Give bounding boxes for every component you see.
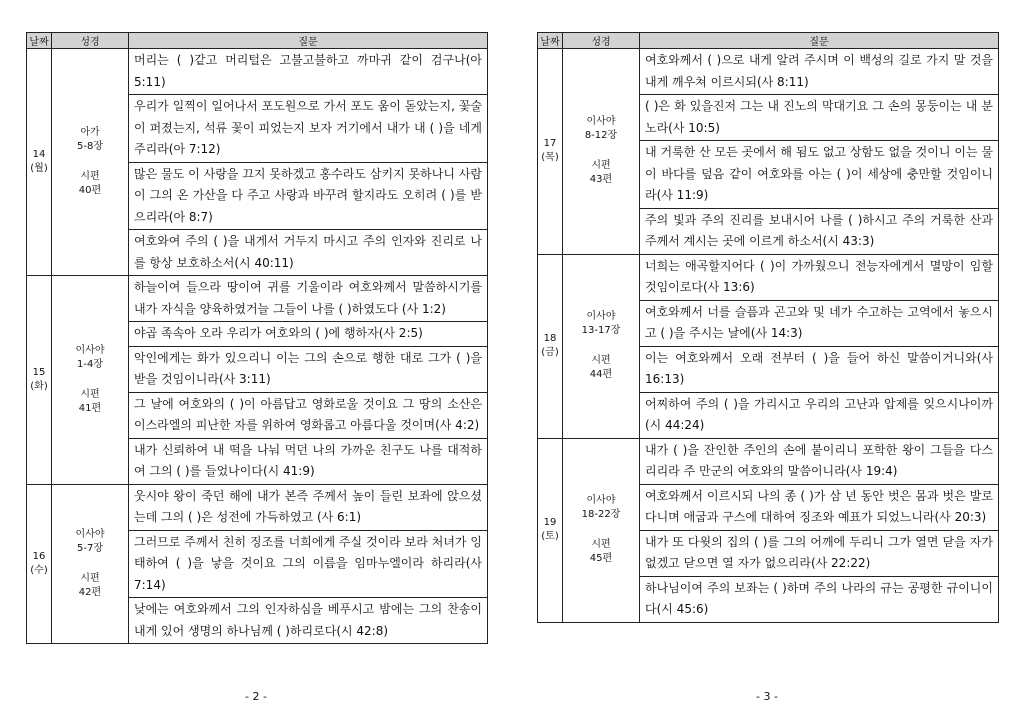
book-cell [563,49,640,255]
book-name: 이사야 [75,344,105,356]
question-cell: 내가 ( )을 잔인한 주인의 손에 붙이리니 포학한 왕이 그들을 다스리리라 주 만군의 여호와의 말씀이니라(사 19:4) [640,438,999,484]
table-row [538,254,999,300]
book-name: 이사야 [586,311,616,322]
question-cell: 여호와께서 너를 슬픔과 곤고와 및 네가 수고하는 고역에서 놓으시고 ( )을 주시는 날에(사 14:3) [640,300,999,346]
date-cell [27,484,52,644]
table-row [538,49,999,95]
question-cell: 웃시야 왕이 죽던 해에 내가 본즉 주께서 높이 들린 보좌에 앉으셨는데 그의 ( )은 성전에 가득하였고 (사 6:1) [129,484,488,530]
book-cell [52,484,129,644]
book-chapters: 13-17장 [581,325,621,336]
header-date: 날짜 [538,33,563,49]
table-row [27,276,488,322]
question-cell: 악인에게는 화가 있으리니 이는 그의 손으로 행한 대로 그가 ( )을 받을 것임이니라(사 3:11) [129,346,488,392]
header-question: 질문 [129,33,488,49]
day-of-week: (수) [30,564,48,576]
question-cell: 그 날에 여호와의 ( )이 아름답고 영화로울 것이요 그 땅의 소산은 이스라엘의 피난한 자를 위하여 영화롭고 아름다울 것이며(사 4:2) [129,392,488,438]
table-header-row [27,33,488,49]
header-question: 질문 [640,33,999,49]
table-row [27,484,488,530]
date-cell [538,254,563,438]
book-chapters: 1-4장 [77,358,103,370]
psalm-number: 43편 [589,174,613,186]
psalm-number: 40편 [78,185,102,196]
psalm-label: 시편 [80,171,100,182]
psalm-number: 41편 [78,402,102,414]
day-of-week: (월) [30,163,48,174]
date-number: 14 [32,149,46,160]
question-cell: 내 거룩한 산 모든 곳에서 해 됨도 없고 상함도 없을 것이니 이는 물이 바다를 덮음 같이 여호와를 아는 ( )이 세상에 충만할 것임이니라(사 11:9) [640,141,999,209]
question-cell: 그러므로 주께서 친히 징조를 너희에게 주실 것이라 보라 처녀가 잉태하여 ( )을 낳을 것이요 그의 이름을 임마누엘이라 하리라(사 7:14) [129,530,488,598]
date-cell [27,49,52,276]
date-number: 16 [32,550,46,562]
psalm-number: 44편 [589,369,613,380]
quiz-table [26,32,488,644]
book-cell [563,438,640,622]
header-date: 날짜 [27,33,52,49]
question-cell: 이는 여호와께서 오래 전부터 ( )을 들어 하신 말씀이거니와(사 16:13) [640,346,999,392]
question-cell: 내가 신뢰하여 내 떡을 나눠 먹던 나의 가까운 친구도 나를 대적하여 그의 ( )를 들었나이다(시 41:9) [129,438,488,484]
date-number: 17 [543,138,557,150]
book-name: 이사야 [75,528,105,540]
book-cell [563,254,640,438]
page-number: - 2 - [245,690,267,703]
book-cell [52,276,129,485]
page-left [26,32,488,644]
question-cell: 우리가 일찍이 일어나서 포도원으로 가서 포도 움이 돋았는지, 꽃술이 퍼졌는지, 석류 꽃이 피었는지 보자 거기에서 내가 내 ( )을 네게 주리라(아 7:12) [129,95,488,163]
day-of-week: (토) [541,531,559,542]
book-name: 아가 [80,127,100,138]
question-cell: 하늘이여 들으라 땅이여 귀를 기울이라 여호와께서 말씀하시기를 내가 자식을 양육하였거늘 그들이 나를 ( )하였도다 (사 1:2) [129,276,488,322]
date-number: 18 [543,333,557,344]
question-cell: 여호와여 주의 ( )을 내게서 거두지 마시고 주의 인자와 진리로 나를 항상 보호하소서(시 40:11) [129,230,488,276]
header-book: 성경 [52,33,129,49]
psalm-label: 시편 [80,572,100,584]
day-of-week: (목) [541,152,559,164]
psalm-number: 45편 [589,553,613,564]
date-number: 15 [32,366,46,378]
book-cell [52,49,129,276]
date-number: 19 [543,517,557,528]
day-of-week: (금) [541,347,559,358]
question-cell: 여호와께서 이르시되 나의 종 ( )가 삼 년 동안 벗은 몸과 벗은 발로 다니며 애굽과 구스에 대하여 징조와 예표가 되었느니라(사 20:3) [640,484,999,530]
question-cell: 야곱 족속아 오라 우리가 여호와의 ( )에 행하자(사 2:5) [129,322,488,347]
question-cell: 내가 또 다윗의 집의 ( )를 그의 어깨에 두리니 그가 열면 닫을 자가 없겠고 닫으면 열 자가 없으리라(사 22:22) [640,530,999,576]
header-book: 성경 [563,33,640,49]
day-of-week: (화) [30,380,48,392]
book-chapters: 18-22장 [581,509,621,520]
question-cell: 주의 빛과 주의 진리를 보내시어 나를 ( )하시고 주의 거룩한 산과 주께서 계시는 곳에 이르게 하소서(시 43:3) [640,208,999,254]
question-cell: 너희는 애곡할지어다 ( )이 가까웠으니 전능자에게서 멸망이 임할 것임이로다(사 13:6) [640,254,999,300]
date-cell [538,438,563,622]
question-cell: 많은 물도 이 사랑을 끄지 못하겠고 홍수라도 삼키지 못하나니 사람이 그의 온 가산을 다 주고 사랑과 바꾸려 할지라도 오히려 ( )를 받으리라(아 8:7) [129,162,488,230]
question-cell: 여호와께서 ( )으로 내게 알려 주시며 이 백성의 길로 가지 말 것을 내게 깨우쳐 이르시되(사 8:11) [640,49,999,95]
date-cell [27,276,52,485]
psalm-label: 시편 [591,539,611,550]
question-cell: 하나님이여 주의 보좌는 ( )하며 주의 나라의 규는 공평한 규이니이다(시 45:6) [640,576,999,622]
psalm-number: 42편 [78,586,102,598]
page-number: - 3 - [756,690,778,703]
book-chapters: 5-8장 [77,141,103,152]
question-cell: ( )은 화 있을진저 그는 내 진노의 막대기요 그 손의 몽둥이는 내 분노라(사 10:5) [640,95,999,141]
table-header-row [538,33,999,49]
book-name: 이사야 [586,116,616,128]
book-chapters: 5-7장 [77,542,103,554]
quiz-table [537,32,999,623]
question-cell: 낮에는 여호와께서 그의 인자하심을 베푸시고 밤에는 그의 찬송이 내게 있어 생명의 하나님께 ( )하리로다(시 42:8) [129,598,488,644]
book-chapters: 8-12장 [584,130,618,142]
psalm-label: 시편 [80,388,100,400]
table-row [27,49,488,95]
question-cell: 머리는 ( )같고 머리털은 고불고불하고 까마귀 같이 검구나(아 5:11) [129,49,488,95]
book-name: 이사야 [586,495,616,506]
psalm-label: 시편 [591,160,611,172]
date-cell [538,49,563,255]
page-right [537,32,999,623]
psalm-label: 시편 [591,355,611,366]
table-row [538,438,999,484]
question-cell: 어찌하여 주의 ( )을 가리시고 우리의 고난과 압제를 잊으시나이까(시 44:24) [640,392,999,438]
